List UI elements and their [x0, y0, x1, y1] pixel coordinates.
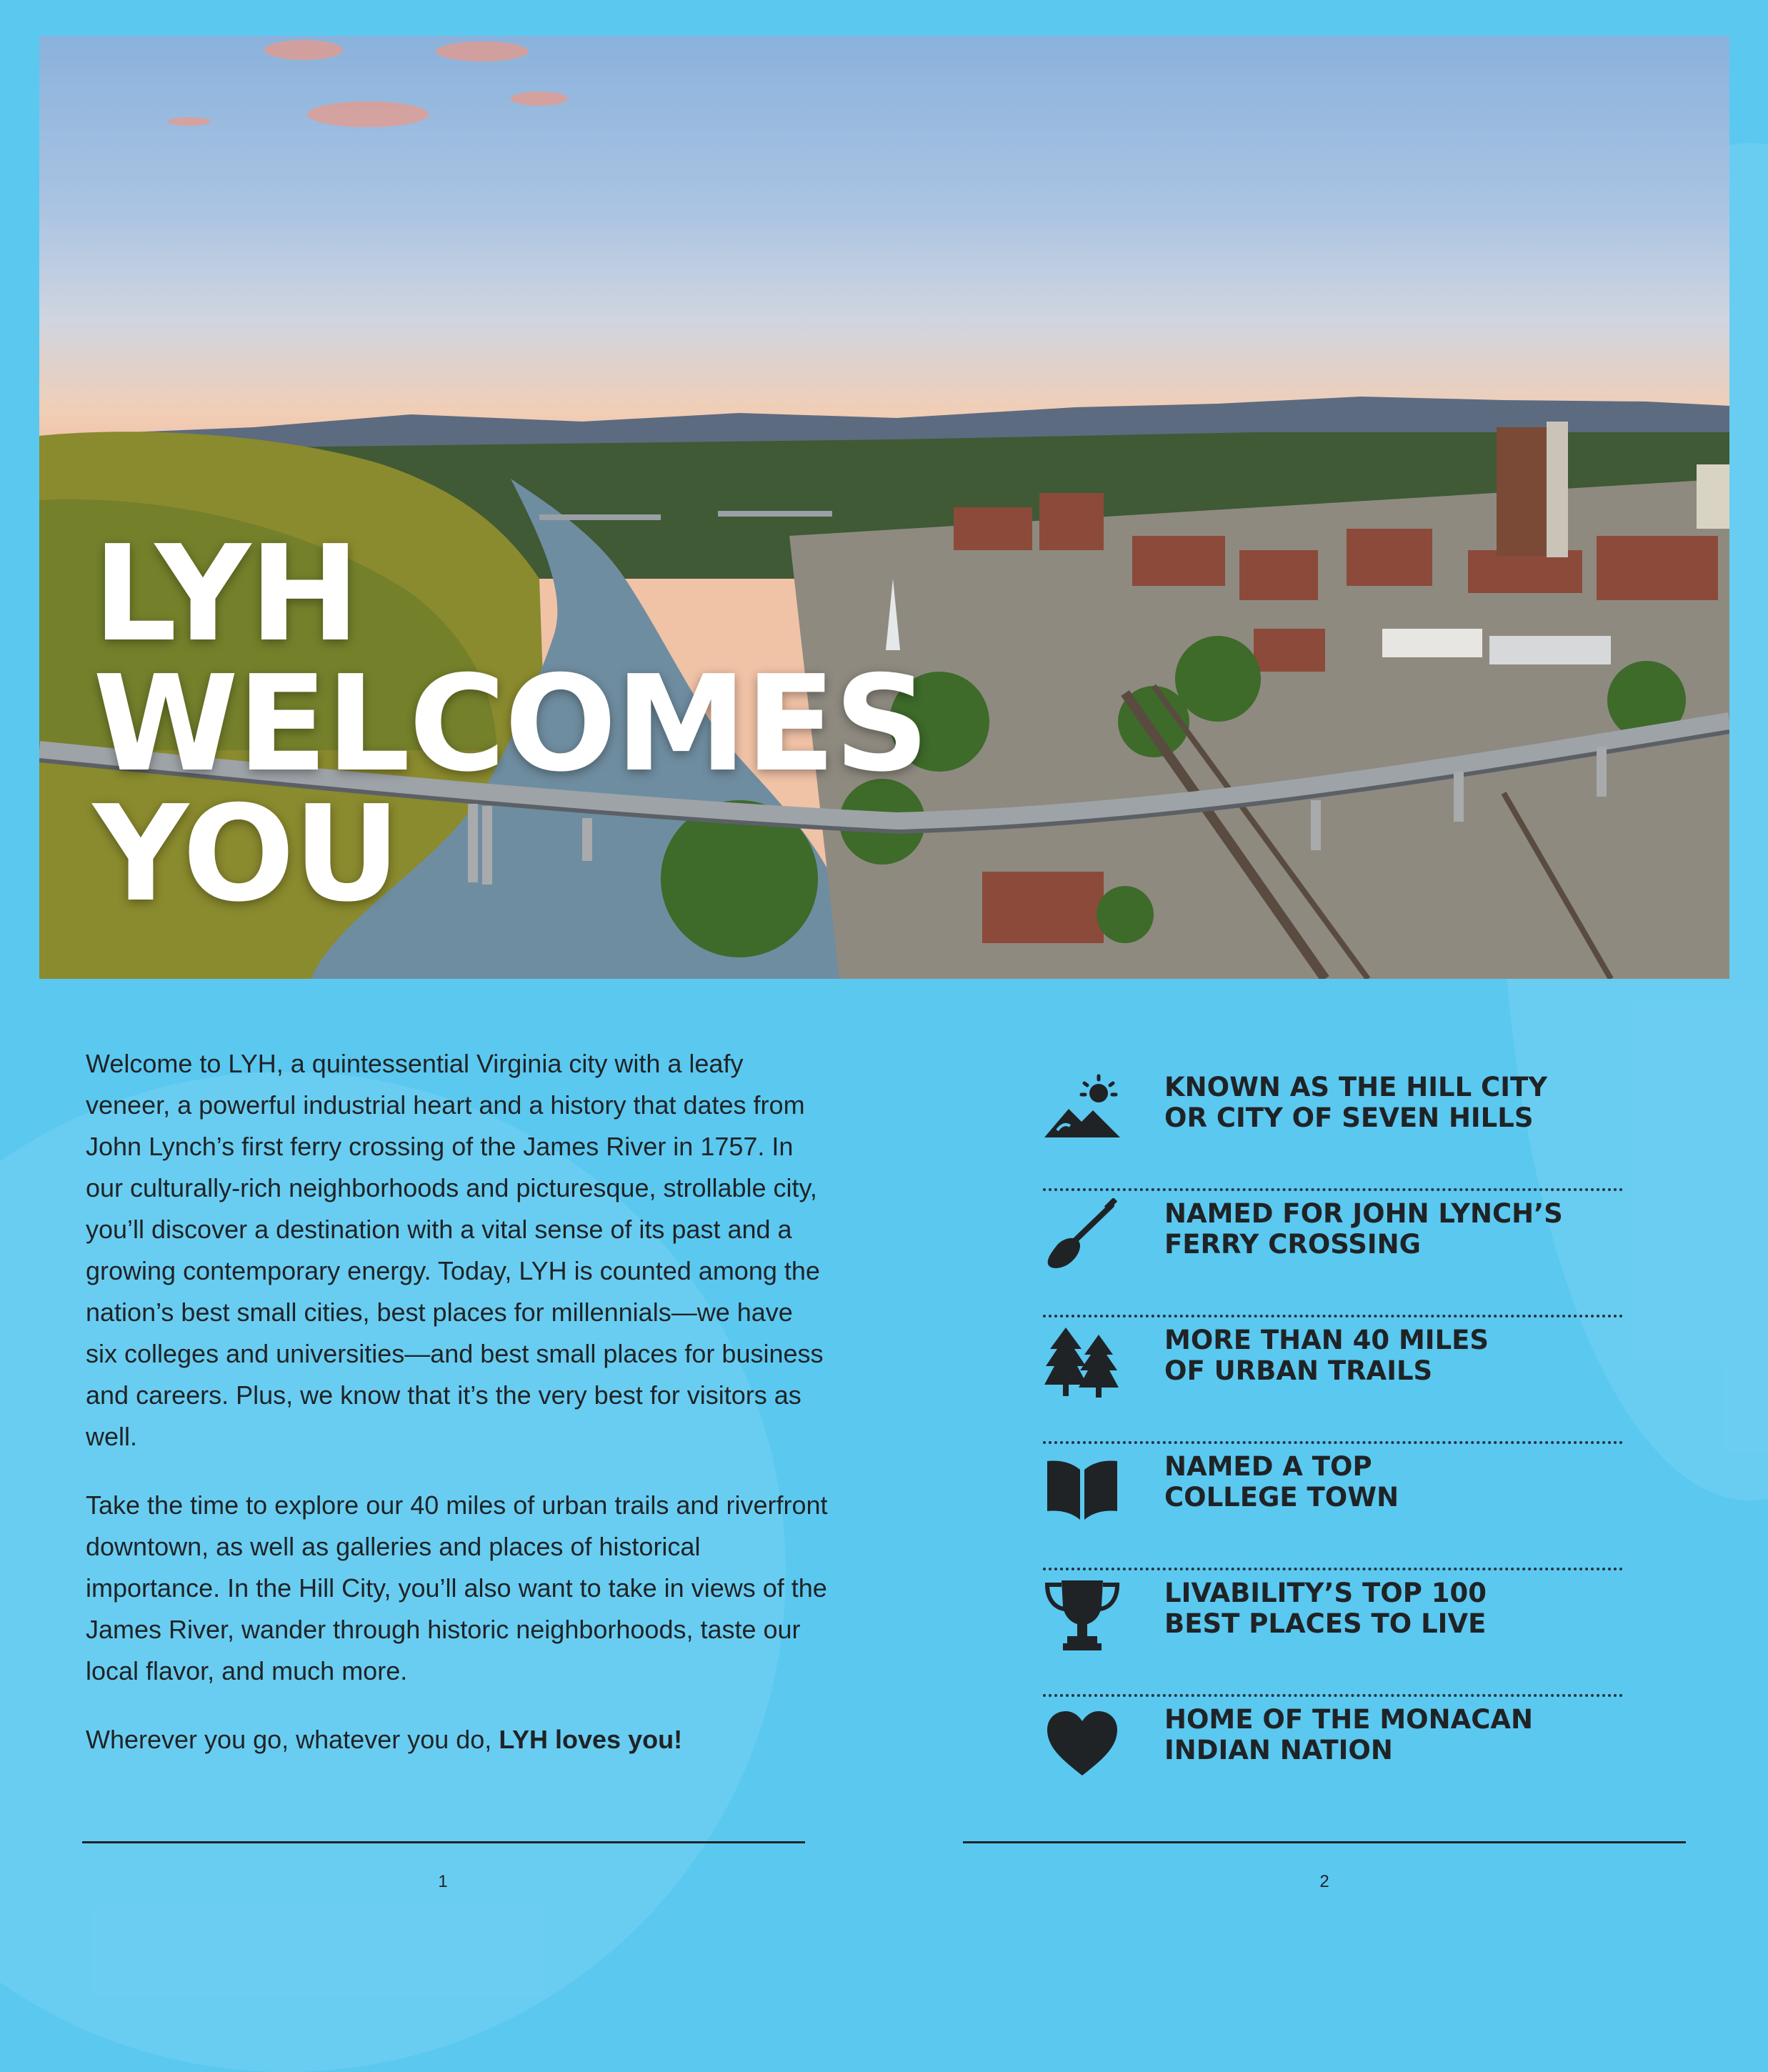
hero-title-line-3: YOU — [93, 777, 399, 931]
fact-item — [1043, 1318, 1623, 1444]
footer-rule-left — [82, 1841, 805, 1843]
hero-city-photo — [39, 36, 1729, 979]
fact-line-2: OR CITY OF SEVEN HILLS — [1164, 1102, 1534, 1133]
heart-icon — [1043, 1704, 1122, 1783]
page-number-left: 1 — [438, 1872, 448, 1891]
intro-paragraph-3 — [86, 1719, 829, 1760]
fact-text — [1164, 1072, 1622, 1133]
intro-closing-lead: Wherever you go, whatever you do, — [86, 1725, 499, 1754]
fact-text — [1164, 1198, 1622, 1260]
fact-item — [1043, 1570, 1623, 1697]
fact-line-2: INDIAN NATION — [1164, 1735, 1393, 1765]
fact-text — [1164, 1451, 1622, 1513]
fact-item — [1043, 1444, 1623, 1570]
fact-line-1: KNOWN AS THE HILL CITY — [1164, 1072, 1547, 1102]
fact-item — [1043, 1697, 1623, 1823]
fact-line-1: MORE THAN 40 MILES — [1164, 1325, 1489, 1355]
oar-icon — [1043, 1198, 1122, 1277]
fact-line-1: HOME OF THE MONACAN — [1164, 1704, 1533, 1735]
hero-title-line-2: WELCOMES — [93, 647, 929, 801]
fact-line-2: COLLEGE TOWN — [1164, 1482, 1399, 1513]
footer-rule-right — [963, 1841, 1686, 1843]
intro-paragraph-2: Take the time to explore our 40 miles of urban trails and riverfront downtown, as well as galleries and places of historical importance. In the Hill City, you’ll also want to take in views of the James River, wander through historic neighborhoods, taste our local flavor, and much more. — [86, 1490, 828, 1685]
page-number-right: 2 — [1319, 1872, 1329, 1891]
intro-closing-bold: LYH loves you! — [499, 1725, 683, 1754]
fact-line-2: FERRY CROSSING — [1164, 1229, 1422, 1260]
fact-line-2: BEST PLACES TO LIVE — [1164, 1608, 1487, 1639]
mountain-sun-icon — [1043, 1072, 1122, 1150]
fact-line-1: LIVABILITY’S TOP 100 — [1164, 1578, 1487, 1608]
intro-text — [86, 1043, 829, 1788]
hero-title-line-1: LYH — [93, 517, 359, 671]
fact-text — [1164, 1704, 1622, 1765]
fact-line-1: NAMED A TOP — [1164, 1451, 1372, 1482]
clouds — [168, 40, 568, 127]
intro-paragraph-1: Welcome to LYH, a quintessential Virginia city with a leafy veneer, a powerful industrial heart and a history that dates from John Lynch’s first ferry crossing of the James River in 1757. In our culturally-rich neighborhoods and picturesque, strollable city, you’ll discover a destination with a vital sense of its past and a growing contemporary energy. Today, LYH is counted among the nation’s best small cities, best places for millennials—we have six colleges and universities—and best small places for business and careers. Plus, we know that it’s the very best for visitors as well. — [86, 1049, 824, 1451]
fact-line-2: OF URBAN TRAILS — [1164, 1355, 1433, 1386]
fact-item — [1043, 1191, 1623, 1318]
fact-text — [1164, 1578, 1622, 1639]
facts-list — [1043, 1065, 1623, 1823]
fact-text — [1164, 1325, 1622, 1386]
hero-title — [93, 517, 929, 931]
open-book-icon — [1043, 1451, 1122, 1530]
pine-trees-icon — [1043, 1325, 1122, 1403]
trophy-icon — [1043, 1578, 1122, 1656]
fact-item — [1043, 1065, 1623, 1191]
fact-line-1: NAMED FOR JOHN LYNCH’S — [1164, 1198, 1563, 1229]
